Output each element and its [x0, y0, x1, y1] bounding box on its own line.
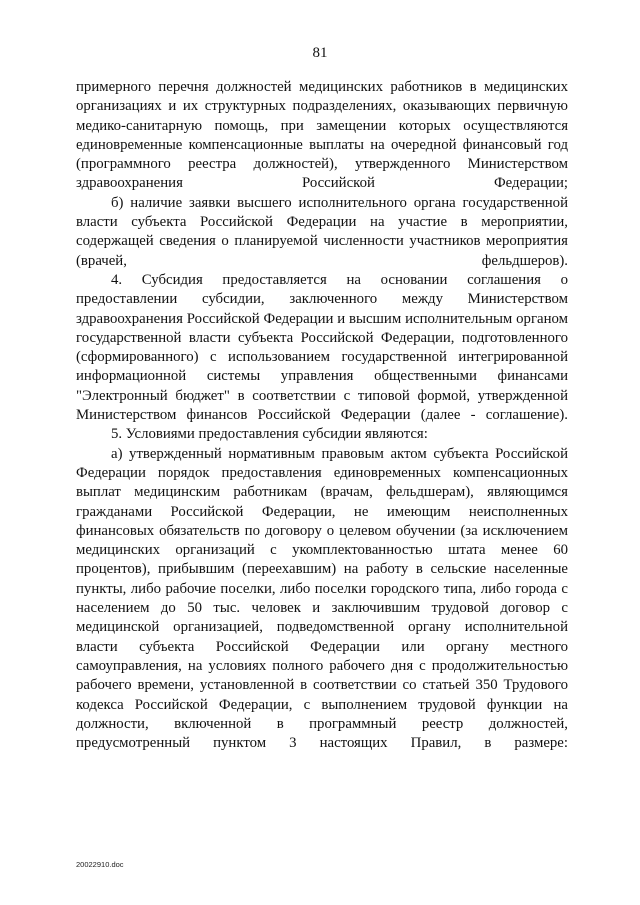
paragraph-continuation: примерного перечня должностей медицинских работников в медицинских организациях и их структурных подразделениях, оказывающих первичную медико-санитарную помощь, при замещении которых осуществляются единовременные компенсационные выплаты на очередной финансовый год (программного реестра должностей), утвержденного Министерством здравоохранения Российской Федерации;: [76, 79, 568, 192]
footer-file-code: 20022910.doc: [76, 860, 124, 869]
page-number: 81: [312, 45, 328, 61]
paragraph-item-5: 5. Условиями предоставления субсидии являются:: [111, 426, 428, 443]
paragraph-subitem-a: а) утвержденный нормативным правовым актом субъекта Российской Федерации порядок предоставления единовременных компенсационных выплат медицинским работникам (врачам, фельдшерам), являющимся гражданами Российской Федерации, не имеющим неисполненных финансовых обязательств по договору о целевом обучении (за исключением медицинских организаций с укомплектованностью штата менее 60 процентов), прибывшим (переехавшим) на работу в сельские населенные пункты, либо рабочие поселки, либо поселки городского типа, либо города с населением до 50 тыс. человек и заключившим трудовой договор с медицинской организацией, подведомственной органу исполнительной власти субъекта Российской Федерации или органу местного самоуправления, на условиях полного рабочего дня с продолжительностью рабочего времени, установленной в соответствии со статьей 350 Трудового кодекса Российской Федерации, с выполнением трудовой функции на должности, включенной в программный реестр должностей, предусмотренный пунктом 3 настоящих Правил, в размере:: [76, 445, 568, 752]
document-body: [76, 78, 568, 753]
paragraph-item-4: 4. Субсидия предоставляется на основании соглашения о предоставлении субсидии, заключенного между Министерством здравоохранения Российской Федерации и высшим исполнительным органом государственной власти субъекта Российской Федерации, подготовленного (сформированного) с использованием государственной интегрированной информационной системы управления общественными финансами "Электронный бюджет" в соответствии с типовой формой, утвержденной Министерством финансов Российской Федерации (далее - соглашение).: [76, 271, 568, 424]
paragraph-subitem-b: б) наличие заявки высшего исполнительного органа государственной власти субъекта Российской Федерации на участие в мероприятии, содержащей сведения о планируемой численности участников мероприятия (врачей, фельдшеров).: [76, 194, 568, 269]
